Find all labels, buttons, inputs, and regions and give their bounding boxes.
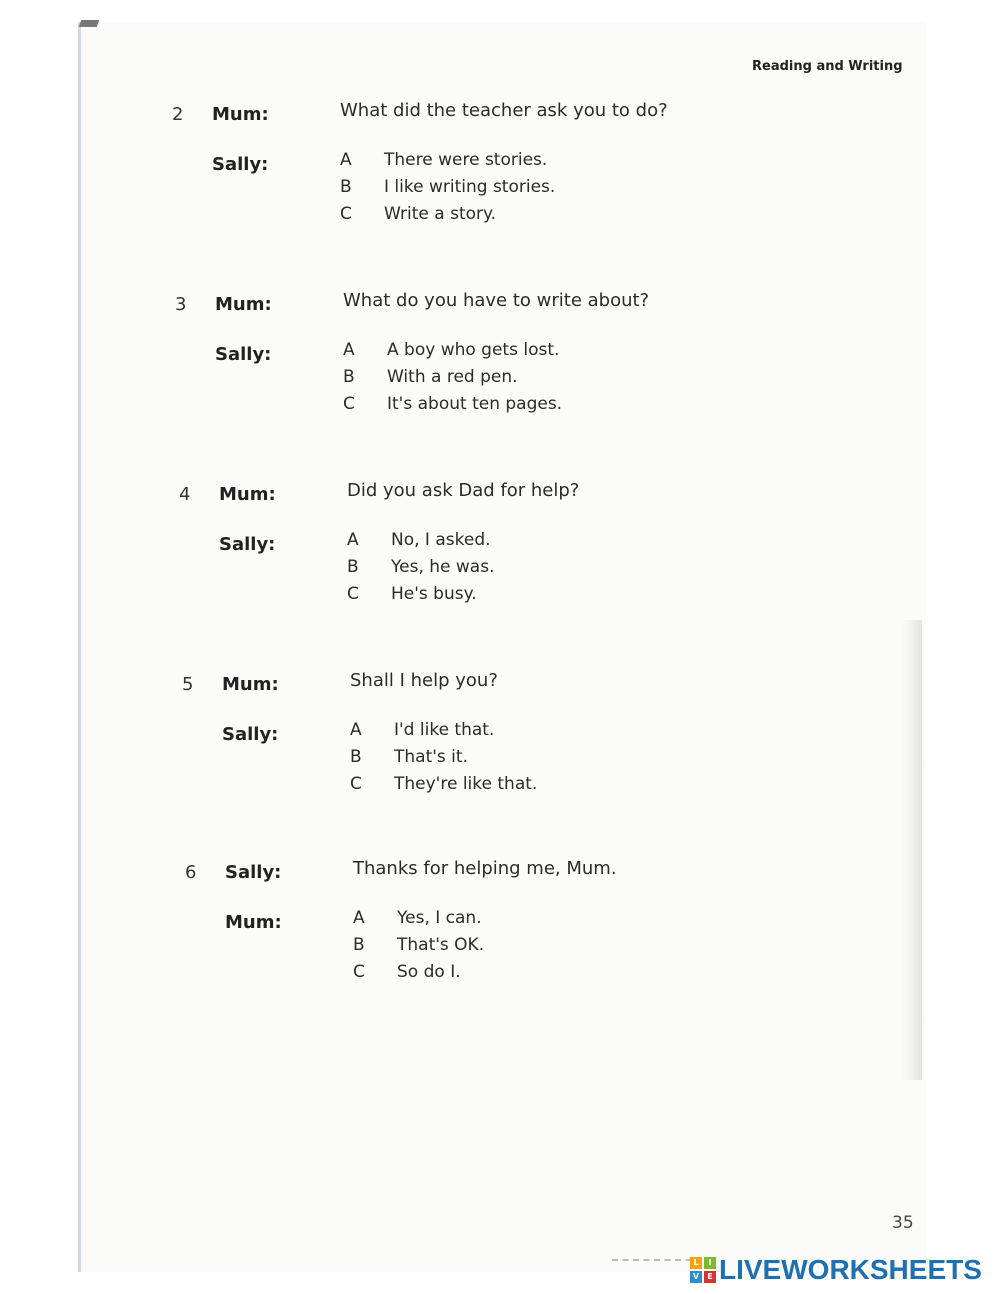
option-letter: C [353, 962, 365, 982]
option-letter: B [350, 747, 362, 767]
page-number: 35 [892, 1213, 914, 1233]
option-text: I like writing stories. [384, 177, 556, 197]
section-header: Reading and Writing [752, 59, 903, 74]
option-text: Write a story. [384, 204, 497, 224]
option-letter: B [353, 935, 365, 955]
speaker-label: Sally: [225, 862, 282, 883]
option-letter: B [340, 177, 352, 197]
brand-mark-letter: I [704, 1257, 716, 1269]
option-text: He's busy. [391, 584, 477, 604]
option-text: It's about ten pages. [387, 394, 563, 414]
option-text: Yes, he was. [391, 557, 495, 577]
option-letter: A [347, 530, 359, 550]
scan-shadow [902, 620, 922, 1080]
responder-label: Mum: [225, 912, 282, 933]
scan-edge-mark [79, 20, 100, 27]
brand-mark-letter: L [690, 1257, 702, 1269]
option-letter: A [350, 720, 362, 740]
option-text: So do I. [397, 962, 461, 982]
option-letter: A [353, 908, 365, 928]
brand-mark-letter: E [704, 1271, 716, 1283]
question-number: 4 [179, 484, 191, 505]
question-number: 5 [182, 674, 194, 695]
option-letter: C [350, 774, 362, 794]
question-prompt: Thanks for helping me, Mum. [353, 858, 617, 879]
question-prompt: Shall I help you? [350, 670, 498, 691]
responder-label: Sally: [212, 154, 269, 175]
option-text: With a red pen. [387, 367, 518, 387]
liveworksheets-logo[interactable] [690, 1255, 982, 1285]
option-text: That's it. [394, 747, 468, 767]
question-number: 2 [172, 104, 184, 125]
brand-mark-icon [690, 1257, 716, 1283]
question-prompt: Did you ask Dad for help? [347, 480, 580, 501]
speaker-label: Mum: [222, 674, 279, 695]
option-text: Yes, I can. [397, 908, 482, 928]
option-letter: C [343, 394, 355, 414]
worksheet-page [78, 22, 926, 1272]
option-text: That's OK. [397, 935, 485, 955]
speaker-label: Mum: [212, 104, 269, 125]
responder-label: Sally: [222, 724, 279, 745]
responder-label: Sally: [215, 344, 272, 365]
brand-name: LIVEWORKSHEETS [719, 1254, 982, 1285]
option-letter: C [340, 204, 352, 224]
option-text: I'd like that. [394, 720, 495, 740]
speaker-label: Mum: [215, 294, 272, 315]
option-letter: B [343, 367, 355, 387]
decorative-divider [612, 1259, 702, 1263]
option-letter: A [340, 150, 352, 170]
option-text: A boy who gets lost. [387, 340, 560, 360]
option-text: No, I asked. [391, 530, 491, 550]
option-text: There were stories. [384, 150, 548, 170]
option-letter: B [347, 557, 359, 577]
question-number: 3 [175, 294, 187, 315]
responder-label: Sally: [219, 534, 276, 555]
question-prompt: What do you have to write about? [343, 290, 650, 311]
question-number: 6 [185, 862, 197, 883]
option-letter: A [343, 340, 355, 360]
speaker-label: Mum: [219, 484, 276, 505]
option-text: They're like that. [394, 774, 538, 794]
question-prompt: What did the teacher ask you to do? [340, 100, 668, 121]
option-letter: C [347, 584, 359, 604]
brand-mark-letter: V [690, 1271, 702, 1283]
